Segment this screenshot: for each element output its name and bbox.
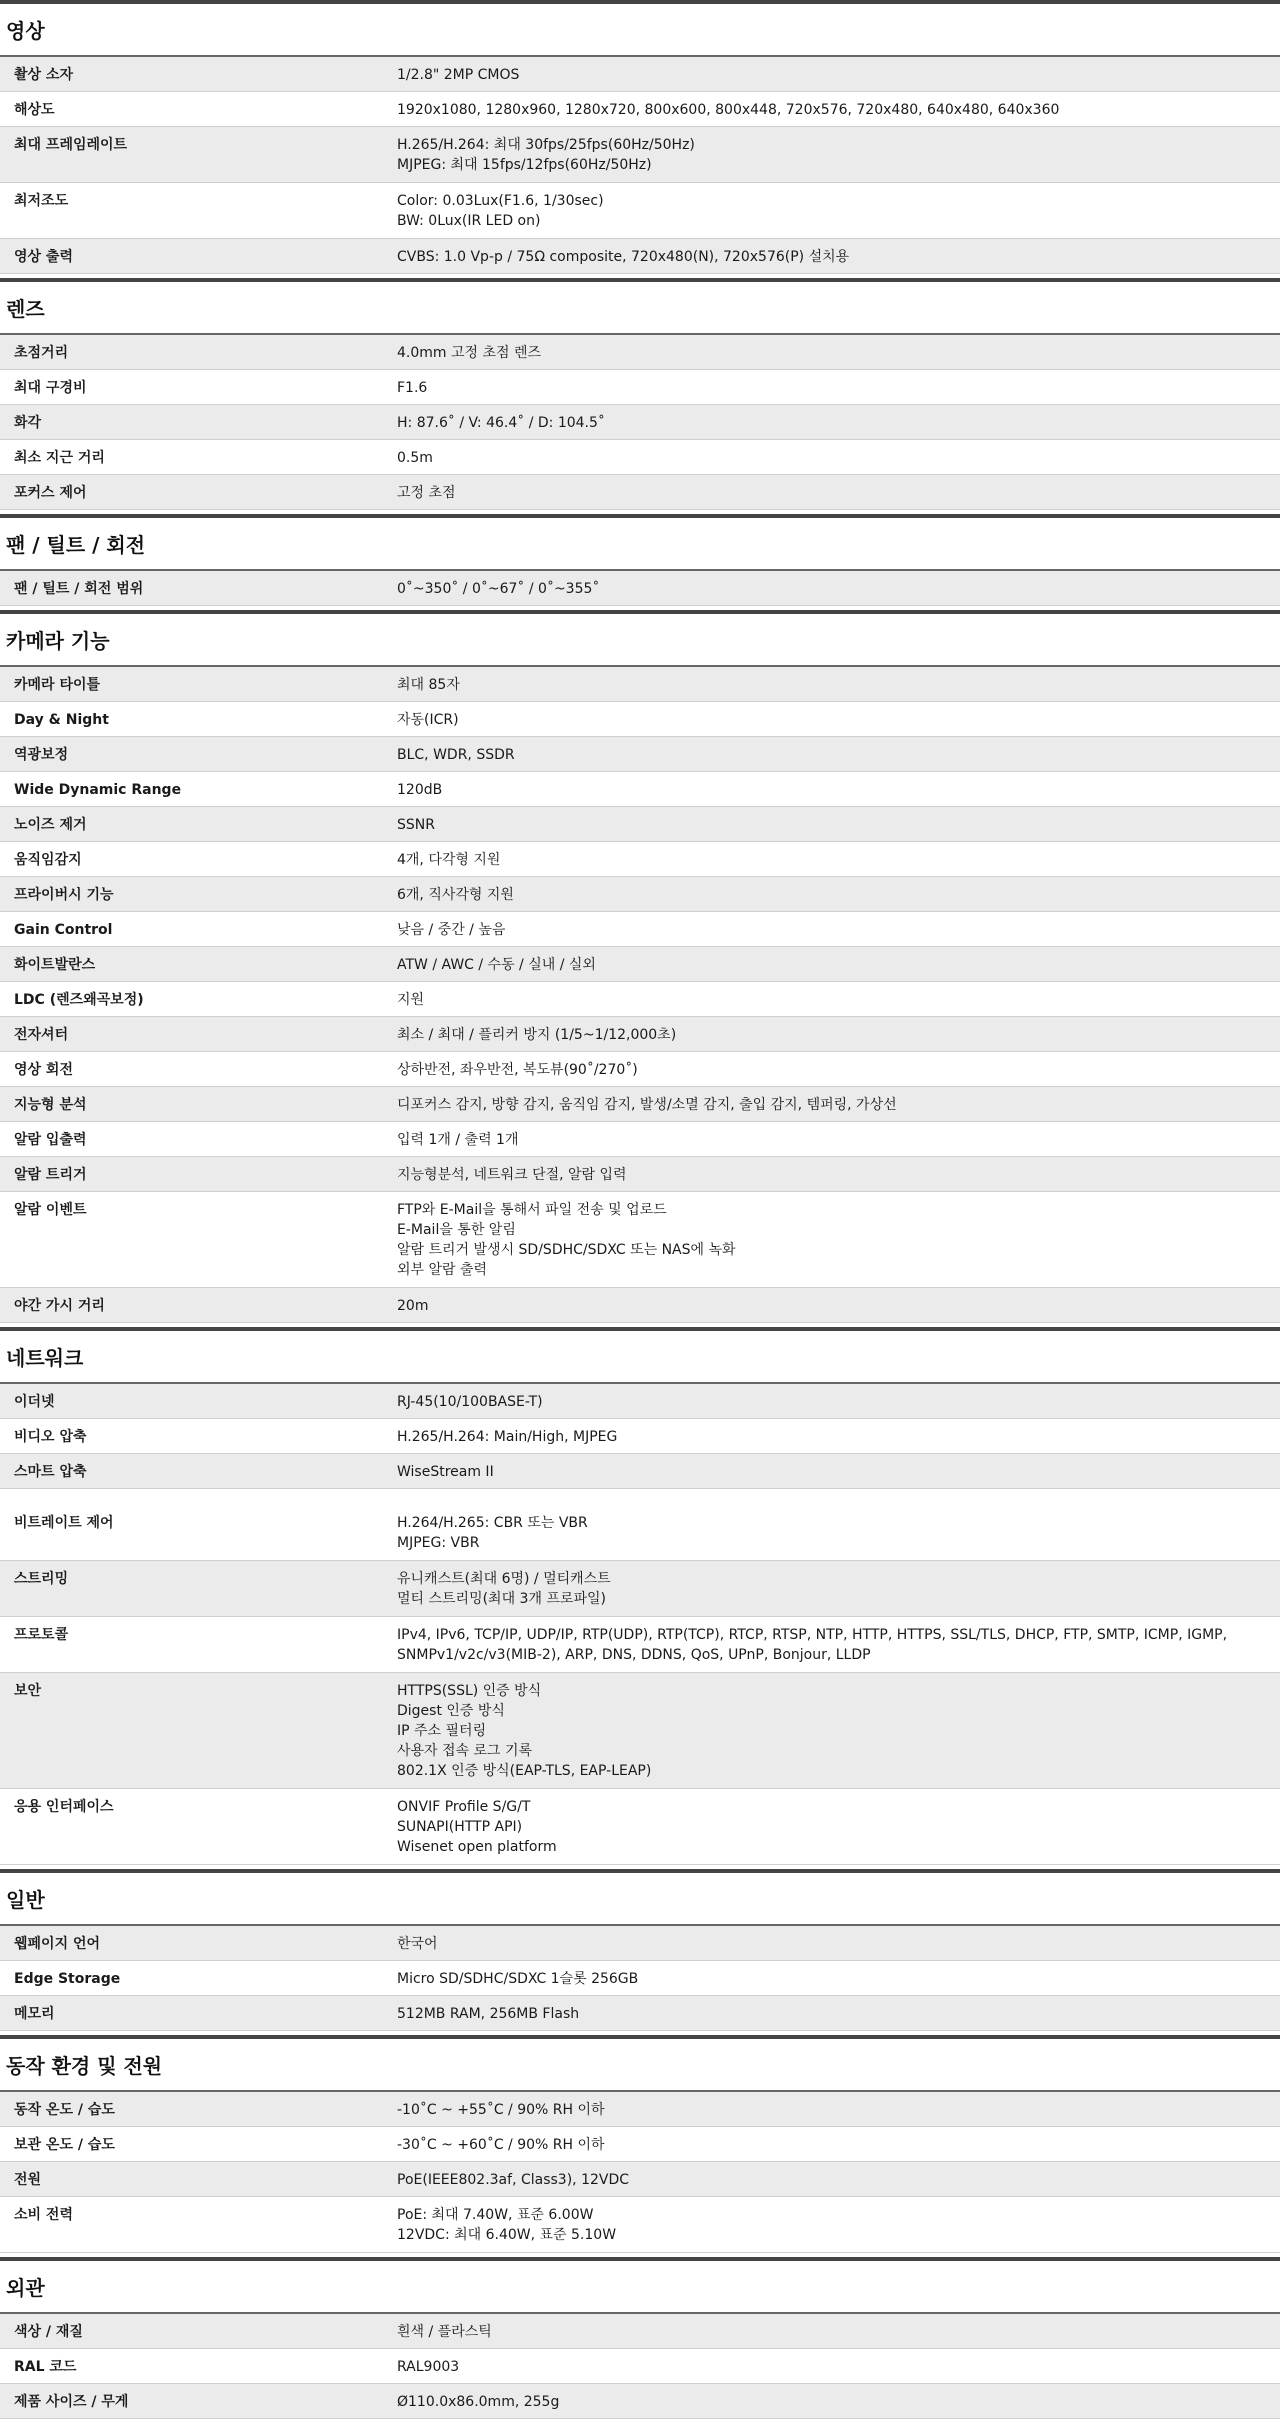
spec-value-line: Ø110.0x86.0mm, 255g: [397, 2393, 560, 2410]
spec-label: Edge Storage: [14, 1970, 121, 1987]
spec-row: [0, 1561, 1280, 1617]
spec-value: [383, 737, 1280, 771]
spec-label: 최대 프레임레이트: [14, 137, 128, 153]
spec-label: 응용 인터페이스: [14, 1799, 114, 1815]
spec-row: [0, 1673, 1280, 1789]
spec-value-line: H: 87.6˚ / V: 46.4˚ / D: 104.5˚: [397, 414, 605, 431]
spec-section-7: [0, 2253, 1280, 2419]
spec-value-line: WiseStream II: [397, 1463, 494, 1480]
spec-label: 색상 / 재질: [14, 2323, 83, 2340]
spec-value-line: IPv4, IPv6, TCP/IP, UDP/IP, RTP(UDP), RTP(TCP), RTCP, RTSP, NTP, HTTP, HTTPS, SSL/TLS, DHCP, FTP, SMTP, ICMP, IGMP,: [397, 1627, 1228, 1643]
spec-value-line: 최대 85자: [397, 676, 460, 693]
spec-value-line: 1920x1080, 1280x960, 1280x720, 800x600, 800x448, 720x576, 720x480, 640x480, 640x360: [397, 101, 1060, 118]
spec-value: [383, 1617, 1280, 1672]
spec-label: RAL 코드: [14, 2358, 77, 2375]
spec-row: [0, 1192, 1280, 1288]
spec-value: [383, 1122, 1280, 1156]
spec-value-line: PoE: 최대 7.40W, 표준 6.00W: [397, 2207, 594, 2223]
spec-value: [383, 1489, 1280, 1560]
spec-row: [0, 370, 1280, 405]
spec-row: [0, 183, 1280, 239]
spec-value: [383, 702, 1280, 736]
spec-value-line: 유니캐스트(최대 6명) / 멀티캐스트: [397, 1571, 611, 1587]
spec-row: [0, 2197, 1280, 2253]
spec-value: [383, 807, 1280, 841]
spec-label: 촬상 소자: [14, 66, 73, 83]
spec-row: [0, 772, 1280, 807]
spec-row: [0, 127, 1280, 183]
spec-label: 포커스 제어: [14, 484, 87, 501]
spec-value: [383, 947, 1280, 981]
spec-row: [0, 1789, 1280, 1865]
spec-row: [0, 1617, 1280, 1673]
spec-value: [383, 2349, 1280, 2383]
spec-label: 최소 지근 거리: [14, 449, 105, 466]
spec-value: [383, 1384, 1280, 1418]
spec-value: [383, 405, 1280, 439]
spec-value-line: IP 주소 필터링: [397, 1723, 487, 1739]
spec-row: [0, 1419, 1280, 1454]
spec-value: [383, 2162, 1280, 2196]
spec-value-line: SNMPv1/v2c/v3(MIB-2), ARP, DNS, DDNS, QoS, UPnP, Bonjour, LLDP: [397, 1647, 871, 1663]
spec-section-5: [0, 1865, 1280, 2031]
spec-label: 메모리: [14, 2005, 55, 2022]
spec-value-line: SUNAPI(HTTP API): [397, 1819, 523, 1835]
spec-value-line: 입력 1개 / 출력 1개: [397, 1131, 519, 1148]
spec-label: 동작 온도 / 습도: [14, 2101, 115, 2118]
spec-value: [383, 2314, 1280, 2348]
spec-value-line: ATW / AWC / 수동 / 실내 / 실외: [397, 956, 596, 973]
spec-row: [0, 335, 1280, 370]
spec-label: 스마트 압축: [14, 1463, 87, 1480]
spec-value-line: Wisenet open platform: [397, 1839, 557, 1855]
spec-row: [0, 1288, 1280, 1323]
spec-row: [0, 2127, 1280, 2162]
spec-label: 소비 전력: [14, 2207, 73, 2223]
spec-value-line: 외부 알람 출력: [397, 1262, 488, 1278]
spec-value-line: BW: 0Lux(IR LED on): [397, 213, 541, 229]
spec-value: [383, 1561, 1280, 1616]
spec-value: [383, 2197, 1280, 2252]
spec-row: [0, 1996, 1280, 2031]
spec-label: Gain Control: [14, 921, 113, 938]
spec-value: [383, 57, 1280, 91]
spec-label: 영상 회전: [14, 1061, 73, 1078]
spec-value: [383, 2092, 1280, 2126]
spec-label: 영상 출력: [14, 248, 73, 265]
spec-section-3: [0, 606, 1280, 1323]
spec-label: Wide Dynamic Range: [14, 781, 182, 798]
spec-value-line: 한국어: [397, 1935, 438, 1952]
spec-label: 해상도: [14, 101, 55, 118]
spec-value-line: MJPEG: VBR: [397, 1535, 480, 1551]
spec-value: [383, 92, 1280, 126]
spec-row: [0, 57, 1280, 92]
spec-label: 야간 가시 거리: [14, 1297, 105, 1314]
spec-value: [383, 1996, 1280, 2030]
spec-label: 화각: [14, 414, 42, 431]
spec-row: [0, 667, 1280, 702]
spec-row: [0, 982, 1280, 1017]
section-title: 일반: [0, 1869, 1280, 1926]
spec-value-line: MJPEG: 최대 15fps/12fps(60Hz/50Hz): [397, 157, 652, 173]
spec-value: [383, 1419, 1280, 1453]
spec-row: [0, 1961, 1280, 1996]
spec-row: [0, 239, 1280, 274]
spec-value-line: RAL9003: [397, 2358, 460, 2375]
spec-value: [383, 127, 1280, 182]
spec-row: [0, 1052, 1280, 1087]
spec-label: 전자셔터: [14, 1026, 69, 1043]
spec-value-line: 0.5m: [397, 449, 433, 466]
spec-value-line: 디포커스 감지, 방향 감지, 움직임 감지, 발생/소멸 감지, 출입 감지, 템퍼링, 가상선: [397, 1096, 897, 1113]
spec-label: 카메라 타이틀: [14, 676, 101, 693]
spec-value: [383, 877, 1280, 911]
spec-section-4: [0, 1323, 1280, 1865]
spec-label: 전원: [14, 2171, 42, 2188]
spec-value: [383, 1192, 1280, 1287]
spec-value: [383, 571, 1280, 605]
spec-value: [383, 1157, 1280, 1191]
spec-row: [0, 1454, 1280, 1489]
spec-value: [383, 370, 1280, 404]
spec-label: 화이트발란스: [14, 956, 96, 973]
spec-row: [0, 571, 1280, 606]
spec-value-line: RJ-45(10/100BASE-T): [397, 1393, 543, 1410]
spec-label: Day & Night: [14, 711, 109, 728]
spec-section-1: [0, 274, 1280, 510]
spec-label: 비디오 압축: [14, 1428, 87, 1445]
spec-value: [383, 1673, 1280, 1788]
spec-value: [383, 475, 1280, 509]
spec-value-line: 12VDC: 최대 6.40W, 표준 5.10W: [397, 2227, 617, 2243]
spec-label: 이더넷: [14, 1393, 55, 1410]
spec-value: [383, 1454, 1280, 1488]
spec-value: [383, 183, 1280, 238]
spec-row: [0, 1157, 1280, 1192]
spec-value: [383, 842, 1280, 876]
spec-row: [0, 1087, 1280, 1122]
spec-value-line: 4.0mm 고정 초점 렌즈: [397, 344, 542, 361]
spec-value-line: 고정 초점: [397, 484, 456, 501]
spec-value-line: BLC, WDR, SSDR: [397, 746, 515, 763]
spec-value: [383, 239, 1280, 273]
spec-value: [383, 1288, 1280, 1322]
spec-row: [0, 2349, 1280, 2384]
spec-value-line: E-Mail을 통한 알림: [397, 1222, 516, 1238]
spec-row: [0, 405, 1280, 440]
spec-section-2: [0, 510, 1280, 606]
spec-row: [0, 2092, 1280, 2127]
spec-value-line: 낮음 / 중간 / 높음: [397, 921, 506, 938]
spec-value-line: Color: 0.03Lux(F1.6, 1/30sec): [397, 193, 604, 209]
spec-label: 지능형 분석: [14, 1096, 87, 1113]
spec-value: [383, 1789, 1280, 1864]
spec-label: 비트레이트 제어: [14, 1515, 114, 1531]
spec-value-line: 20m: [397, 1297, 429, 1314]
spec-row: [0, 807, 1280, 842]
spec-row: [0, 737, 1280, 772]
spec-value-line: CVBS: 1.0 Vp-p / 75Ω composite, 720x480(N), 720x576(P) 설치용: [397, 248, 850, 265]
spec-label: LDC (렌즈왜곡보정): [14, 991, 144, 1008]
spec-value-line: 지원: [397, 991, 425, 1008]
spec-value: [383, 2384, 1280, 2418]
spec-value-line: -30˚C ~ +60˚C / 90% RH 이하: [397, 2136, 605, 2153]
spec-value-line: -10˚C ~ +55˚C / 90% RH 이하: [397, 2101, 605, 2118]
spec-value-line: 자동(ICR): [397, 711, 459, 728]
spec-value: [383, 772, 1280, 806]
spec-row: [0, 1384, 1280, 1419]
spec-value: [383, 335, 1280, 369]
section-title: 동작 환경 및 전원: [0, 2035, 1280, 2092]
spec-row: [0, 440, 1280, 475]
spec-value-line: ONVIF Profile S/G/T: [397, 1799, 531, 1815]
spec-value: [383, 1087, 1280, 1121]
section-title: 카메라 기능: [0, 610, 1280, 667]
spec-label: 최대 구경비: [14, 379, 87, 396]
spec-row: [0, 1489, 1280, 1561]
spec-value-line: 지능형분석, 네트워크 단절, 알람 입력: [397, 1166, 627, 1183]
spec-value: [383, 1052, 1280, 1086]
spec-value-line: 802.1X 인증 방식(EAP-TLS, EAP-LEAP): [397, 1763, 652, 1779]
spec-label: 스트리밍: [14, 1571, 69, 1587]
spec-row: [0, 1017, 1280, 1052]
spec-value-line: H.264/H.265: CBR 또는 VBR: [397, 1515, 588, 1531]
spec-value-line: 6개, 직사각형 지원: [397, 886, 514, 903]
spec-label: 알람 입출력: [14, 1131, 87, 1148]
spec-value-line: 멀티 스트리밍(최대 3개 프로파일): [397, 1591, 606, 1607]
spec-value: [383, 912, 1280, 946]
spec-row: [0, 877, 1280, 912]
spec-value-line: F1.6: [397, 379, 428, 396]
spec-value: [383, 667, 1280, 701]
spec-value: [383, 1961, 1280, 1995]
spec-label: 역광보정: [14, 746, 69, 763]
spec-value-line: FTP와 E-Mail을 통해서 파일 전송 및 업로드: [397, 1202, 667, 1218]
spec-value-line: 상하반전, 좌우반전, 복도뷰(90˚/270˚): [397, 1061, 638, 1078]
spec-value: [383, 982, 1280, 1016]
spec-label: 프라이버시 기능: [14, 886, 114, 903]
spec-label: 웹페이지 언어: [14, 1935, 101, 1952]
spec-label: 노이즈 제거: [14, 816, 87, 833]
spec-label: 제품 사이즈 / 무게: [14, 2393, 129, 2410]
spec-row: [0, 2162, 1280, 2197]
spec-label: 보안: [14, 1683, 42, 1699]
spec-value-line: 최소 / 최대 / 플리커 방지 (1/5~1/12,000초): [397, 1026, 677, 1043]
spec-value: [383, 1017, 1280, 1051]
spec-label: 움직임감지: [14, 851, 82, 868]
spec-label: 알람 이벤트: [14, 1202, 87, 1218]
spec-value-line: HTTPS(SSL) 인증 방식: [397, 1683, 542, 1699]
spec-label: 최저조도: [14, 193, 69, 209]
section-title: 영상: [0, 0, 1280, 57]
spec-value-line: H.265/H.264: 최대 30fps/25fps(60Hz/50Hz): [397, 137, 695, 153]
spec-value-line: 1/2.8" 2MP CMOS: [397, 66, 520, 83]
spec-value-line: SSNR: [397, 816, 435, 833]
spec-value-line: Micro SD/SDHC/SDXC 1슬롯 256GB: [397, 1970, 639, 1987]
spec-row: [0, 912, 1280, 947]
spec-value-line: H.265/H.264: Main/High, MJPEG: [397, 1428, 618, 1445]
spec-value-line: 사용자 접속 로그 기록: [397, 1743, 533, 1759]
spec-value-line: 흰색 / 플라스틱: [397, 2323, 492, 2340]
spec-label: 프로토콜: [14, 1627, 69, 1643]
spec-row: [0, 1122, 1280, 1157]
spec-row: [0, 475, 1280, 510]
spec-section-6: [0, 2031, 1280, 2253]
spec-value-line: 120dB: [397, 781, 443, 798]
spec-row: [0, 92, 1280, 127]
spec-label: 알람 트리거: [14, 1166, 87, 1183]
section-title: 네트워크: [0, 1327, 1280, 1384]
spec-label: 팬 / 틸트 / 회전 범위: [14, 580, 144, 597]
spec-value-line: 0˚~350˚ / 0˚~67˚ / 0˚~355˚: [397, 580, 600, 597]
spec-row: [0, 702, 1280, 737]
spec-row: [0, 2384, 1280, 2419]
spec-section-0: [0, 0, 1280, 274]
spec-value-line: 알람 트리거 발생시 SD/SDHC/SDXC 또는 NAS에 녹화: [397, 1242, 736, 1258]
spec-label: 초점거리: [14, 344, 69, 361]
spec-value: [383, 1926, 1280, 1960]
spec-row: [0, 2314, 1280, 2349]
section-title: 외관: [0, 2257, 1280, 2314]
spec-row: [0, 842, 1280, 877]
section-title: 렌즈: [0, 278, 1280, 335]
spec-label: 보관 온도 / 습도: [14, 2136, 115, 2153]
section-title: 팬 / 틸트 / 회전: [0, 514, 1280, 571]
spec-value: [383, 2127, 1280, 2161]
spec-row: [0, 1926, 1280, 1961]
spec-value-line: 4개, 다각형 지원: [397, 851, 501, 868]
spec-value: [383, 440, 1280, 474]
spec-value-line: PoE(IEEE802.3af, Class3), 12VDC: [397, 2171, 630, 2188]
spec-row: [0, 947, 1280, 982]
spec-value-line: Digest 인증 방식: [397, 1703, 505, 1719]
spec-value-line: 512MB RAM, 256MB Flash: [397, 2005, 580, 2022]
